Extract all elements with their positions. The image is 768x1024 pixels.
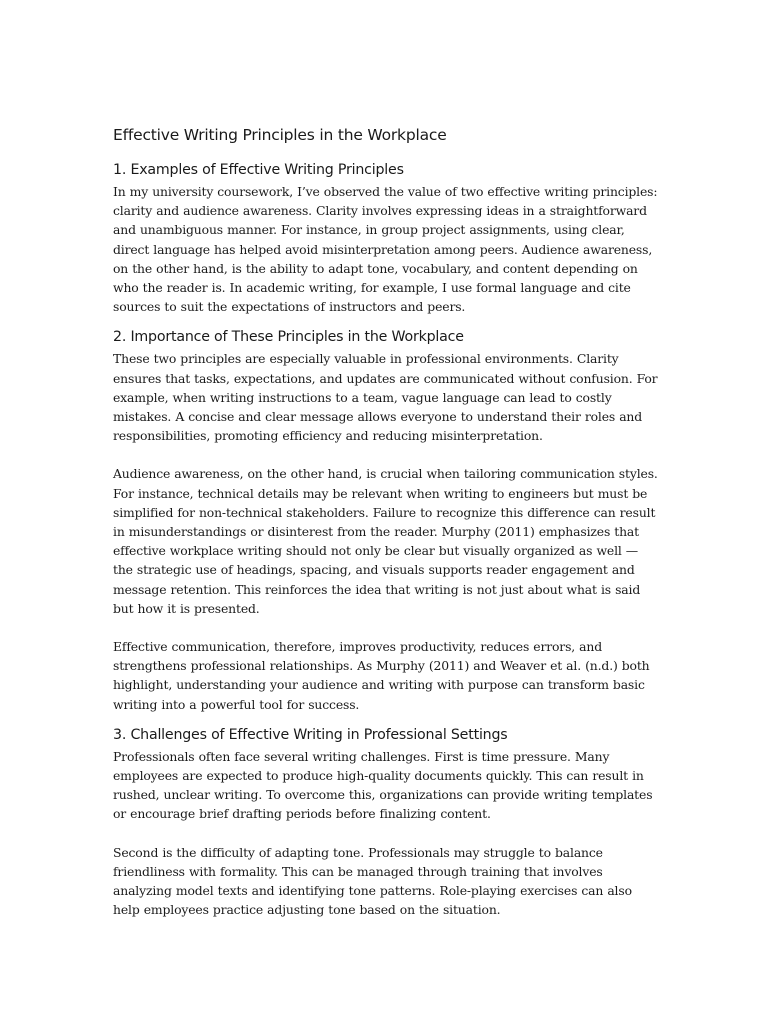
section-2-paragraph-1: These two principles are especially valuable in professional environments. Clarity ensures that tasks, expectations, and updates are communicated without confusion. For example, when writing instructions to a team, vague language can lead to costly mistakes. A concise and clear message allows everyone to understand their roles and responsibilities, promoting efficiency and reducing misinterpretation. — [113, 351, 658, 444]
section-1-paragraph-1: In my university coursework, I’ve observed the value of two effective writing principles: clarity and audience awareness. Clarity involves expressing ideas in a straightforward and unambiguous manner. For instance, in group project assignments, using clear, direct language has helped avoid misinterpretation among peers. Audience awareness, on the other hand, is the ability to adapt tone, vocabulary, and content depending on who the reader is. In academic writing, for example, I use formal language and cite sources to suit the expectations of instructors and peers. — [113, 184, 658, 315]
section-heading-3: 3. Challenges of Effective Writing in Professional Settings — [113, 726, 508, 743]
section-2-paragraph-2: Audience awareness, on the other hand, is crucial when tailoring communication styles. For instance, technical details may be relevant when writing to engineers but must be simplified for non-technical stakeholders. Failure to recognize this difference can result in misunderstandings or disinterest from the reader. Murphy (2011) emphasizes that effective workplace writing should not only be clear but visually organized as well — the strategic use of headings, spacing, and visuals supports reader engagement and message retention. This reinforces the idea that writing is not just about what is said but how it is presented. — [113, 466, 658, 616]
section-2-paragraph-3: Effective communication, therefore, improves productivity, reduces errors, and strengthens professional relationships. As Murphy (2011) and Weaver et al. (n.d.) both highlight, understanding your audience and writing with purpose can transform basic writing into a powerful tool for success. — [113, 639, 650, 712]
section-heading-1: 1. Examples of Effective Writing Principles — [113, 162, 404, 178]
document-title: Effective Writing Principles in the Workplace — [113, 126, 447, 144]
section-3-paragraph-2: Second is the difficulty of adapting tone. Professionals may struggle to balance friendliness with formality. This can be managed through training that involves analyzing model texts and identifying tone patterns. Role-playing exercises can also help employees practice adjusting tone based on the situation. — [113, 844, 632, 918]
section-heading-2: 2. Importance of These Principles in the Workplace — [113, 329, 464, 346]
document-page — [113, 124, 658, 920]
section-3-paragraph-1: Professionals often face several writing challenges. First is time pressure. Many employees are expected to produce high-quality documents quickly. This can result in rushed, unclear writing. To overcome this, organizations can provide writing templates or encourage brief drafting periods before finalizing content. — [113, 748, 653, 822]
